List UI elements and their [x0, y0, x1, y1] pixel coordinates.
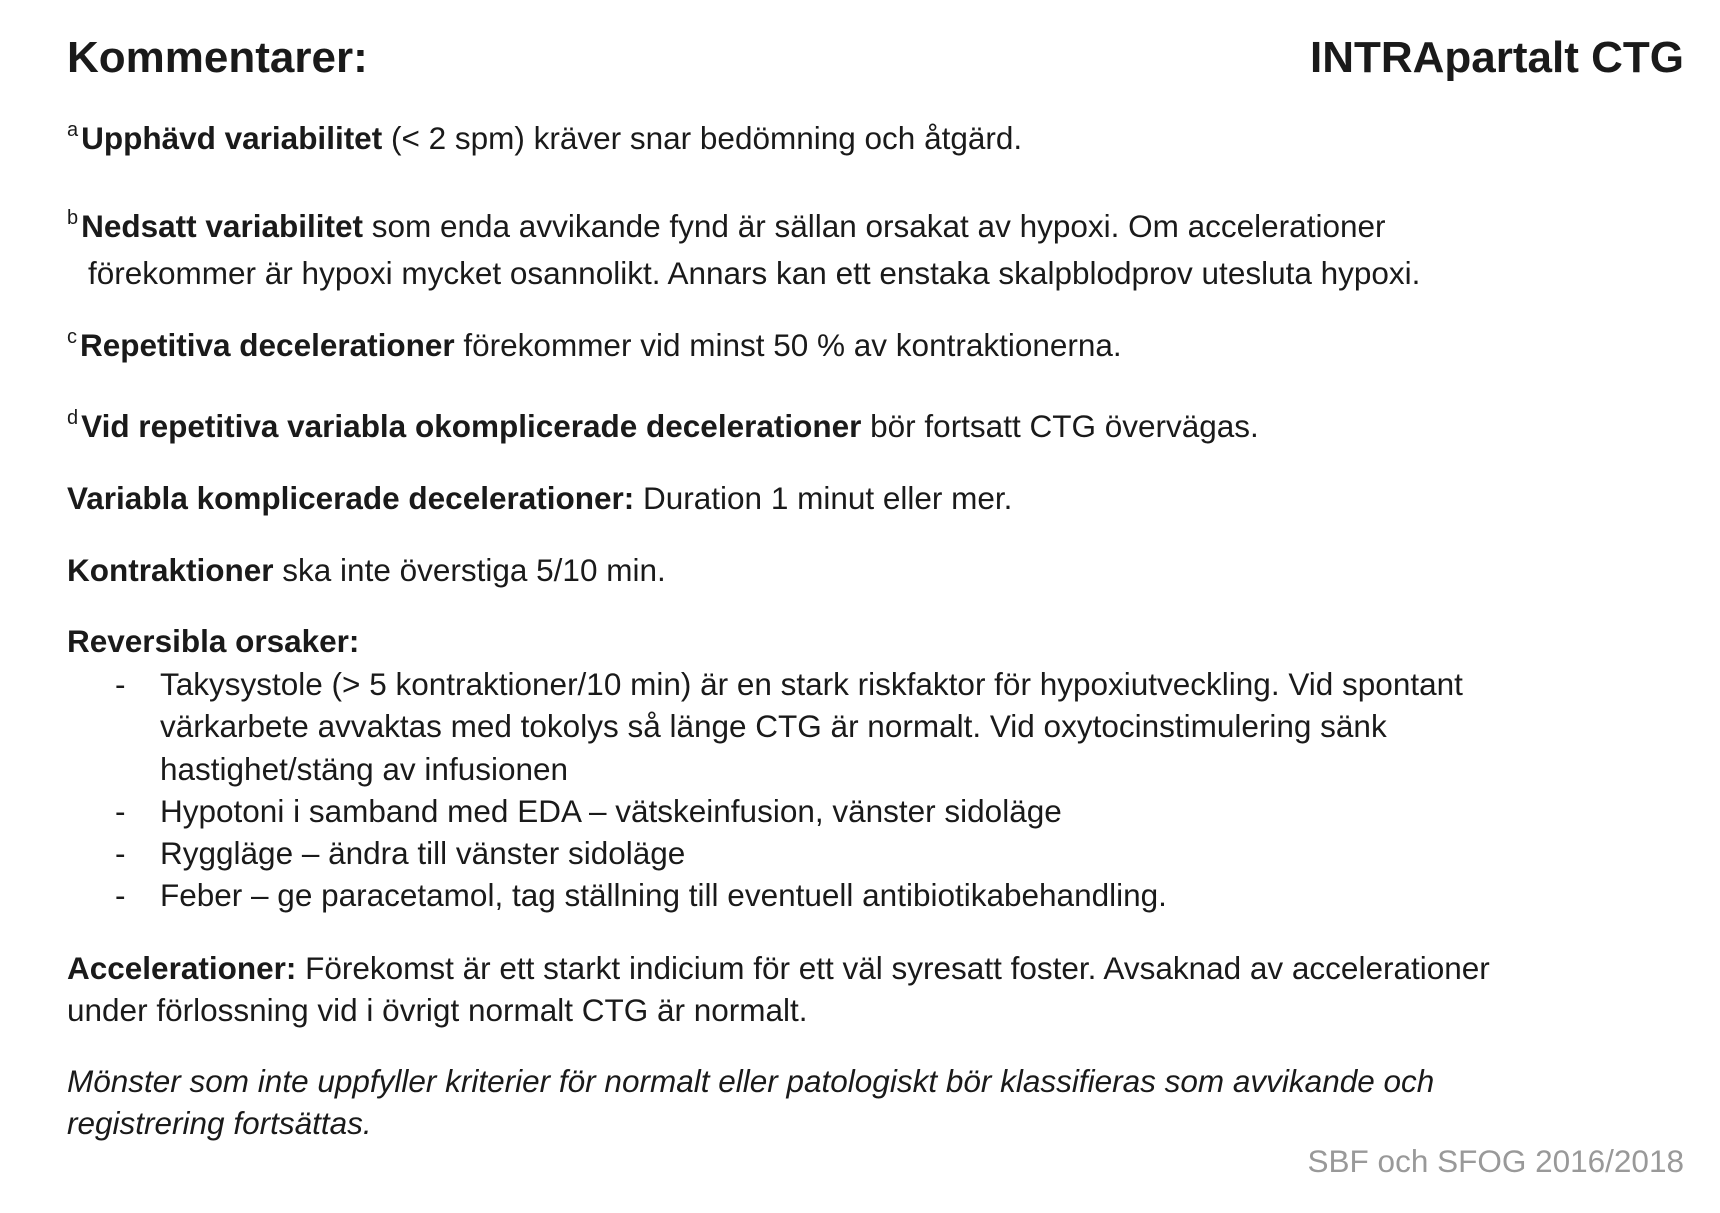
note-b-term: Nedsatt variabilitet [81, 208, 363, 244]
note-c-term: Repetitiva decelerationer [80, 327, 455, 363]
list-item [67, 874, 1463, 916]
note-a-term: Upphävd variabilitet [81, 120, 383, 156]
monster-paragraph [67, 1060, 1434, 1144]
dash-bullet-icon: - [115, 877, 126, 914]
accelerationer-paragraph [67, 947, 1490, 1031]
source-citation: SBF och SFOG 2016/2018 [1307, 1143, 1684, 1179]
accelerationer-term: Accelerationer: [67, 950, 297, 986]
footnote-marker-c: c [67, 326, 77, 348]
variabla-text: Duration 1 minut eller mer. [634, 480, 1013, 516]
section-title: Kommentarer: [67, 33, 368, 82]
footnote-marker-b: b [67, 207, 79, 229]
kontraktioner-paragraph [67, 549, 666, 591]
variabla-term: Variabla komplicerade decelerationer: [67, 480, 635, 516]
note-b-text-line1: som enda avvikande fynd är sällan orsakat av hypoxi. Om accelerationer [362, 208, 1386, 244]
accelerationer-text-line2: under förlossning vid i övrigt normalt CTG är normalt. [67, 992, 808, 1028]
kontraktioner-text: ska inte överstiga 5/10 min. [273, 552, 666, 588]
note-a [67, 117, 1022, 164]
note-d-term: Vid repetitiva variabla okomplicerade decelerationer [81, 408, 862, 444]
list-item [67, 832, 1463, 874]
list-item [67, 663, 1463, 790]
reversibla-heading-text: Reversibla orsaker: [67, 623, 360, 659]
footnote-marker-d: d [67, 407, 79, 429]
note-b [67, 205, 1420, 294]
dash-bullet-icon: - [115, 835, 126, 872]
list-item-line: Ryggläge – ändra till vänster sidoläge [160, 835, 686, 872]
list-item-line: värkarbete avvaktas med tokolys så länge CTG är normalt. Vid oxytocinstimulering sänk [160, 708, 1387, 745]
dash-bullet-icon: - [115, 666, 126, 702]
variabla-komplicerade-paragraph [67, 477, 1012, 519]
note-d [67, 405, 1259, 452]
note-c [67, 324, 1122, 371]
list-item [67, 790, 1463, 832]
list-item-line: Hypotoni i samband med EDA – vätskeinfusion, vänster sidoläge [160, 792, 1062, 829]
note-a-text: (< 2 spm) kräver snar bedömning och åtgärd. [382, 120, 1023, 156]
list-item-line: Feber – ge paracetamol, tag ställning till eventuell antibiotikabehandling. [160, 877, 1167, 914]
reversibla-list [67, 663, 1463, 917]
dash-bullet-icon: - [115, 792, 126, 829]
note-d-text: bör fortsatt CTG övervägas. [861, 408, 1259, 444]
note-b-text-line2: förekommer är hypoxi mycket osannolikt. Annars kan ett enstaka skalpblodprov utesluta hypoxi. [88, 255, 1421, 291]
accelerationer-text-line1: Förekomst är ett starkt indicium för ett väl syresatt foster. Avsaknad av accelerationer [296, 950, 1490, 986]
monster-text-line1: Mönster som inte uppfyller kriterier för normalt eller patologiskt bör klassifieras som avvikande och [67, 1063, 1435, 1099]
document-title: INTRApartalt CTG [1310, 33, 1684, 82]
note-c-text: förekommer vid minst 50 % av kontraktionerna. [454, 327, 1122, 363]
footnote-marker-a: a [67, 119, 79, 141]
list-item-line: Takysystole (> 5 kontraktioner/10 min) är en stark riskfaktor för hypoxiutveckling. Vid spontant [160, 666, 1463, 702]
reversibla-heading [67, 620, 359, 662]
monster-text-line2: registrering fortsättas. [67, 1105, 372, 1141]
list-item-line: hastighet/stäng av infusionen [160, 750, 569, 787]
kontraktioner-term: Kontraktioner [67, 552, 274, 588]
